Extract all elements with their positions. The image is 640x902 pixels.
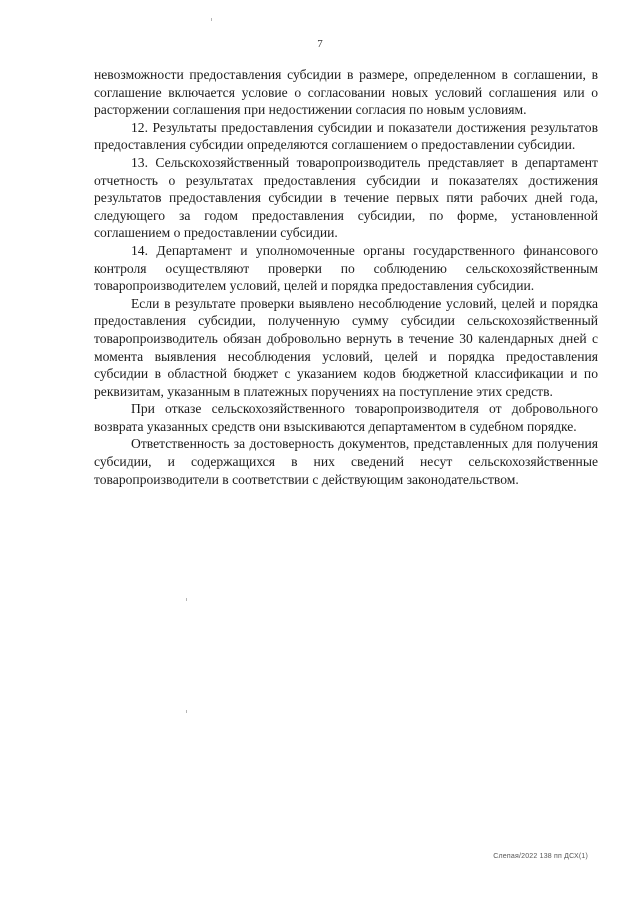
scan-artifact bbox=[211, 18, 212, 21]
paragraph-continuation: невозможности предоставления субсидии в размере, определенном в соглашении, в соглашение включается условие о согласовании новых условий соглашения или о расторжении соглашения при недостижении согласия по новым условиям. bbox=[94, 67, 598, 118]
document-body bbox=[94, 66, 598, 488]
paragraph-item-12: 12. Результаты предоставления субсидии и показатели достижения результатов предоставления субсидии определяются соглашением о предоставлении субсидии. bbox=[94, 119, 598, 153]
page-number: 7 bbox=[317, 38, 323, 50]
scan-artifact bbox=[186, 598, 187, 601]
paragraph-item-13: 13. Сельскохозяйственный товаропроизводитель представляет в департамент отчетность о результатах предоставления субсидии и показателях достижения результатов предоставления субсидии в течение первых пяти рабочих дней года, следующего за годом предоставления субсидии, по форме, установленной соглашением о предоставлении субсидии. bbox=[94, 154, 598, 241]
paragraph-item-14: 14. Департамент и уполномоченные органы государственного финансового контроля осуществляют проверки по соблюдению сельскохозяйственным товаропроизводителем условий, целей и порядка предоставления субсидии. bbox=[94, 242, 598, 294]
paragraph-responsibility: Ответственность за достоверность документов, представленных для получения субсидии, и содержащихся в них сведений несут сельскохозяйственные товаропроизводители в соответствии с действующим законодательством. bbox=[94, 436, 598, 487]
paragraph-violation-return: Если в результате проверки выявлено несоблюдение условий, целей и порядка предоставления субсидии, полученную сумму субсидии сельскохозяйственный товаропроизводитель обязан добровольно вернуть в течение 30 календарных дней с момента выявления несоблюдения условий, целей и порядка предоставления субсидии в областной бюджет с указанием кодов бюджетной классификации и по реквизитам, указанным в платежных поручениях на поступление этих средств. bbox=[94, 295, 598, 399]
footer-document-code: Слепая/2022 138 пп ДСХ(1) bbox=[493, 853, 588, 860]
scan-artifact bbox=[186, 710, 187, 713]
paragraph-refusal-recovery: При отказе сельскохозяйственного товаропроизводителя от добровольного возврата указанных средств они взыскиваются департаментом в судебном порядке. bbox=[94, 401, 598, 434]
